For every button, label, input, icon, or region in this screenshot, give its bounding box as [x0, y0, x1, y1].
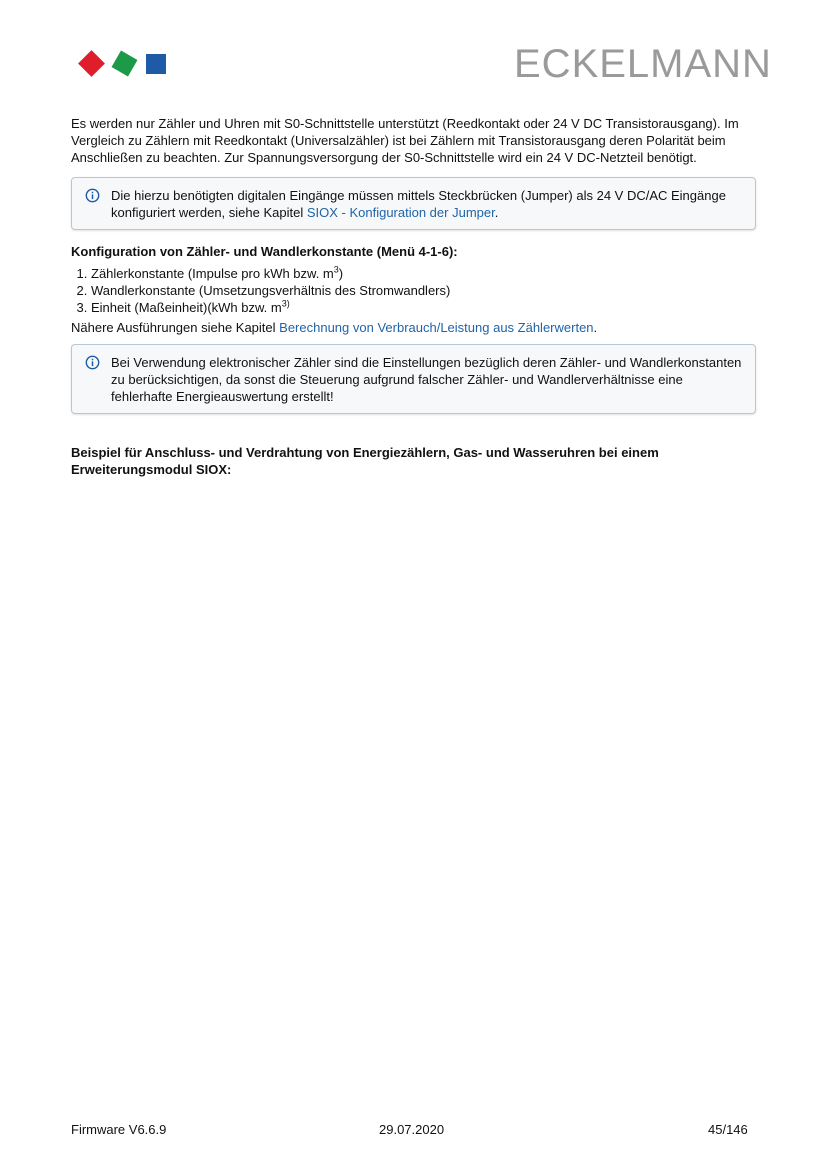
brand-name: ECKELMANN: [514, 42, 772, 86]
link-berechnung[interactable]: Berechnung von Verbrauch/Leistung aus Zählerwerten: [279, 320, 594, 335]
list-item: 1. Zählerkonstante (Impulse pro kWh bzw. $m^3$): [91, 265, 756, 282]
list-item: 2. Wandlerkonstante (Umsetzungsverhältnis des Stromwandlers): [91, 282, 756, 299]
info-icon: [85, 188, 100, 203]
list-item: 3. Einheit (Maßeinheit)(kWh bzw. $m^{3)}$: [91, 299, 756, 316]
reference-paragraph: Nähere Ausführungen siehe Kapitel Berechnung von Verbrauch/Leistung aus Zählerwerten.: [71, 320, 598, 335]
warning-note-text: Bei Verwendung elektronischer Zähler sind die Einstellungen bezüglich deren Zähler- und Wandlerkonstanten zu berücksichtigen, da sonst die Steuerung aufgrund falscher Zähler- und Wandlerverhältnisse eine fehlerhafte Energieauswertung erstellt!: [111, 355, 742, 404]
link-siox-jumper[interactable]: SIOX - Konfiguration der Jumper: [306, 205, 495, 220]
intro-paragraph: Es werden nur Zähler und Uhren mit S0-Schnittstelle unterstützt (Reedkontakt oder 24 V DC Transistorausgang). Im Vergleich zu Zählern mit Reedkontakt (Universalzähler) ist bei Zählern mit Transistorausgang deren Polarität beim Anschließen zu beachten. Zur Spannungsversorgung der S0-Schnittstelle wird ein 24 V DC-Netzteil benötigt.: [71, 116, 739, 165]
info-note-text: Die hierzu benötigten digitalen Eingänge müssen mittels Steckbrücken (Jumper) als 24 V DC/AC Eingänge konfiguriert werden, siehe Kapitel SIOX - Konfiguration der Jumper.: [111, 188, 726, 220]
footer-date: 29.07.2020: [379, 1122, 445, 1137]
info-note: [71, 177, 756, 230]
example-heading: Beispiel für Anschluss- und Verdrahtung von Energiezählern, Gas- und Wasseruhren bei einem Erweiterungsmodul SIOX:: [71, 445, 659, 477]
footer-page-number: 45/146: [708, 1122, 748, 1137]
logo-blue-square: [146, 54, 166, 74]
footer-firmware: Firmware V6.6.9: [71, 1122, 167, 1137]
page-content: [71, 115, 756, 478]
section-heading-konfiguration: Konfiguration von Zähler- und Wandlerkonstante (Menü 4-1-6):: [71, 244, 458, 259]
logo-green-square: [112, 51, 138, 77]
eckelmann-logo-icon: [76, 48, 168, 80]
logo-red-square: [78, 50, 105, 77]
info-icon: [85, 355, 100, 370]
konstanten-list: [71, 265, 756, 316]
warning-note: [71, 344, 756, 414]
